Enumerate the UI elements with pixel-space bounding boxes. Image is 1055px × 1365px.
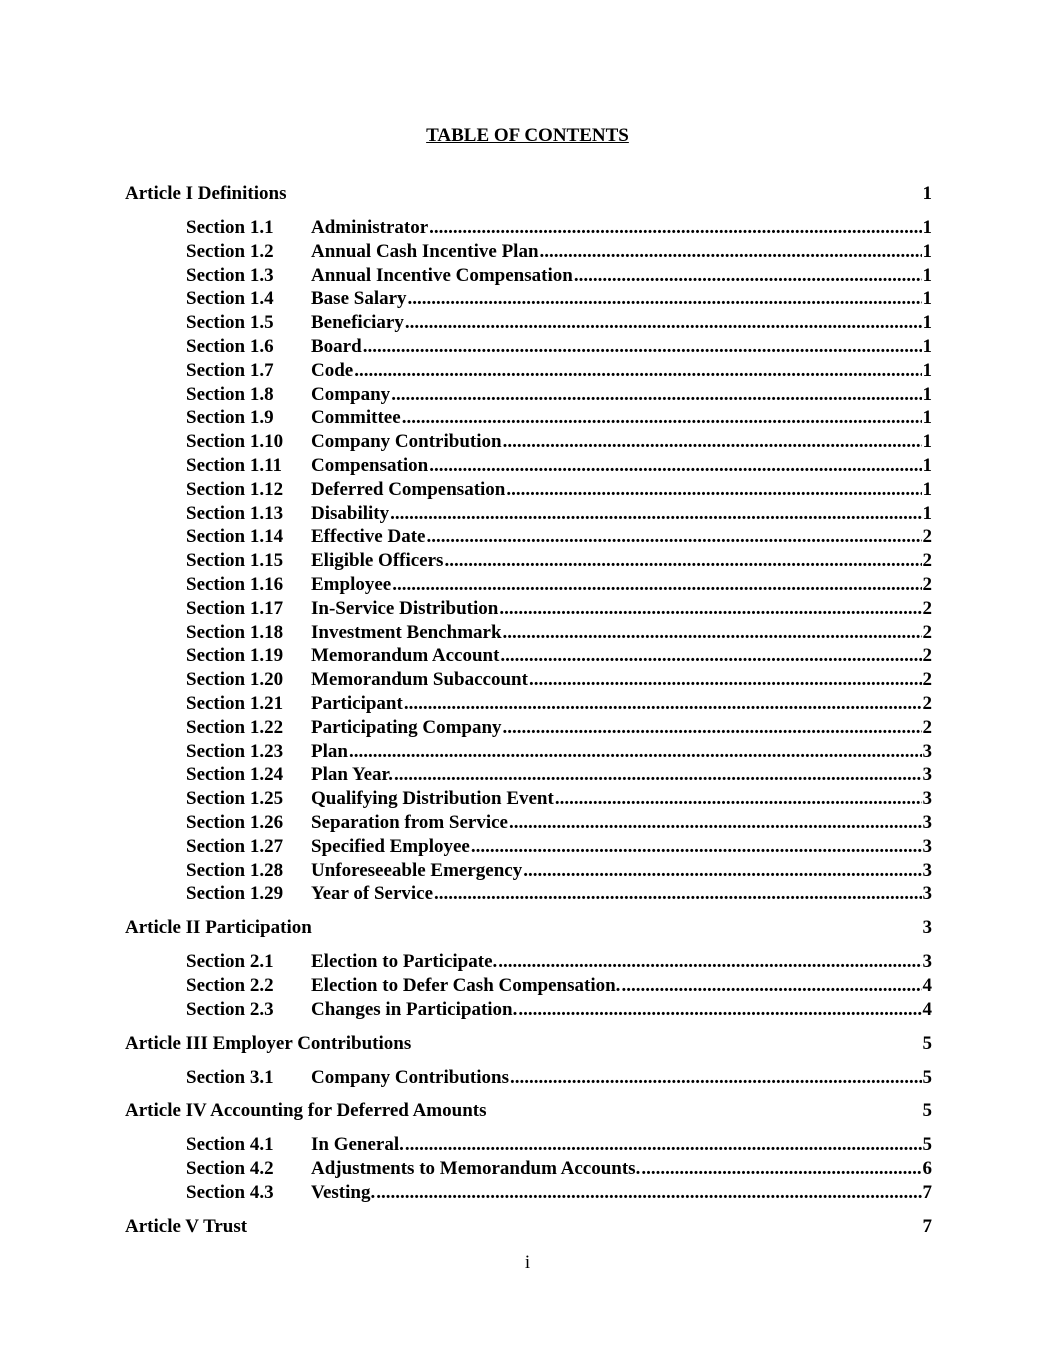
toc-section-row[interactable] bbox=[125, 998, 932, 1022]
toc-section-page: 3 bbox=[922, 764, 932, 786]
toc-section-number: Section 1.13 bbox=[186, 502, 284, 524]
toc-section-page: 1 bbox=[922, 431, 932, 453]
dot-leader bbox=[641, 1157, 921, 1181]
dot-leader bbox=[408, 287, 922, 311]
toc-section-number: Section 1.11 bbox=[186, 454, 283, 476]
dot-leader bbox=[510, 1066, 922, 1090]
toc-section-title: Year of Service bbox=[311, 883, 434, 905]
toc-section-row[interactable] bbox=[125, 525, 932, 549]
toc-section-number: Section 2.2 bbox=[186, 974, 274, 996]
toc-section-row[interactable] bbox=[125, 1133, 932, 1157]
toc-section-row[interactable] bbox=[125, 454, 932, 478]
toc-section-row[interactable] bbox=[125, 573, 932, 597]
toc-section-title: In General. bbox=[311, 1134, 404, 1156]
toc-section-page: 3 bbox=[922, 883, 932, 905]
dot-leader bbox=[405, 1133, 922, 1157]
toc-section-title: Memorandum Account bbox=[311, 645, 500, 667]
toc-section-page: 1 bbox=[922, 217, 932, 238]
toc-section-row[interactable] bbox=[125, 502, 932, 526]
dot-leader bbox=[523, 859, 921, 883]
toc-section-title: Specified Employee bbox=[311, 835, 470, 857]
toc-section-number: Section 1.29 bbox=[186, 883, 284, 905]
toc-section-page: 5 bbox=[922, 1134, 932, 1156]
dot-leader bbox=[405, 311, 922, 335]
toc-section-row[interactable] bbox=[125, 668, 932, 692]
toc-section-title: Deferred Compensation bbox=[311, 478, 506, 500]
dot-leader bbox=[434, 882, 921, 906]
toc-section-page: 1 bbox=[922, 407, 932, 429]
toc-article-label: Article II Participation bbox=[125, 917, 312, 939]
toc-section-number: Section 1.10 bbox=[186, 431, 284, 453]
toc-article-label: Article III Employer Contributions bbox=[125, 1032, 412, 1054]
toc-section-row[interactable] bbox=[125, 1157, 932, 1181]
toc-section-row[interactable] bbox=[125, 430, 932, 454]
toc-section-row[interactable] bbox=[125, 311, 932, 335]
toc-section-page: 6 bbox=[922, 1158, 932, 1180]
toc-section-number: Section 1.23 bbox=[186, 740, 284, 762]
toc-section-row[interactable] bbox=[125, 787, 932, 811]
toc-section-page: 4 bbox=[922, 998, 932, 1020]
toc-section-title: Unforeseeable Emergency bbox=[311, 859, 523, 881]
toc-section-title: Committee bbox=[311, 407, 401, 429]
toc-section-title: Election to Participate. bbox=[311, 951, 498, 973]
toc-section-title: Compensation bbox=[311, 454, 429, 476]
toc-article-row[interactable] bbox=[125, 1099, 932, 1123]
toc-section-number: Section 1.8 bbox=[186, 383, 274, 405]
toc-section-title: Company bbox=[311, 383, 391, 405]
toc-section-row[interactable] bbox=[125, 359, 932, 383]
toc-section-row[interactable] bbox=[125, 763, 932, 787]
toc-section-row[interactable] bbox=[125, 740, 932, 764]
toc-section-title: Plan Year. bbox=[311, 764, 393, 786]
toc-section-row[interactable] bbox=[125, 644, 932, 668]
toc-section-number: Section 1.3 bbox=[186, 264, 274, 286]
toc-section-page: 5 bbox=[922, 1066, 932, 1088]
dot-leader bbox=[500, 644, 921, 668]
toc-section-page: 2 bbox=[922, 573, 932, 595]
toc-section-page: 3 bbox=[922, 740, 932, 762]
toc-section-number: Section 1.6 bbox=[186, 335, 274, 357]
toc-section-row[interactable] bbox=[125, 974, 932, 998]
toc-section-page: 1 bbox=[922, 288, 932, 310]
toc-section-number: Section 1.27 bbox=[186, 835, 284, 857]
toc-section-number: Section 1.17 bbox=[186, 597, 284, 619]
toc-section-row[interactable] bbox=[125, 621, 932, 645]
toc-section-page: 2 bbox=[922, 669, 932, 691]
toc-section-number: Section 1.22 bbox=[186, 716, 284, 738]
toc-section-title: In-Service Distribution bbox=[311, 597, 499, 619]
toc-section-number: Section 1.16 bbox=[186, 573, 284, 595]
toc-section-row[interactable] bbox=[125, 950, 932, 974]
dot-leader bbox=[503, 621, 922, 645]
toc-section-row[interactable] bbox=[125, 549, 932, 573]
toc-section-row[interactable] bbox=[125, 335, 932, 359]
toc-section-number: Section 1.12 bbox=[186, 478, 284, 500]
toc-section-number: Section 1.20 bbox=[186, 669, 284, 691]
toc-section-number: Section 1.5 bbox=[186, 312, 274, 334]
toc-article-label: Article I Definitions bbox=[125, 183, 287, 204]
toc-section-title: Investment Benchmark bbox=[311, 621, 502, 643]
toc-section-title: Administrator bbox=[311, 217, 429, 238]
toc-section-title: Election to Defer Cash Compensation. bbox=[311, 974, 621, 996]
toc-article-label: Article V Trust bbox=[125, 1215, 248, 1237]
dot-leader bbox=[499, 597, 921, 621]
toc-section-row[interactable] bbox=[125, 406, 932, 430]
dot-leader bbox=[503, 430, 922, 454]
toc-article-row[interactable] bbox=[125, 1215, 932, 1239]
toc-section-page: 2 bbox=[922, 645, 932, 667]
dot-leader bbox=[426, 525, 921, 549]
toc-article-page: 1 bbox=[922, 183, 932, 204]
toc-section-title: Effective Date bbox=[311, 526, 426, 548]
toc-section-row[interactable] bbox=[125, 716, 932, 740]
toc-section-title: Memorandum Subaccount bbox=[311, 669, 528, 691]
toc-article-label: Article IV Accounting for Deferred Amounts bbox=[125, 1100, 487, 1122]
dot-leader bbox=[404, 692, 922, 716]
toc-section-page: 2 bbox=[922, 692, 932, 714]
toc-section-title: Company Contributions bbox=[311, 1066, 509, 1088]
toc-section-number: Section 1.4 bbox=[186, 288, 274, 310]
toc-section-number: Section 2.3 bbox=[186, 998, 274, 1020]
toc-section-row[interactable] bbox=[125, 216, 932, 240]
toc-section-page: 1 bbox=[922, 312, 932, 334]
toc-section-title: Board bbox=[311, 335, 362, 357]
toc-section-number: Section 1.15 bbox=[186, 550, 284, 572]
toc-section-page: 3 bbox=[922, 859, 932, 881]
toc-section-number: Section 4.3 bbox=[186, 1181, 274, 1203]
toc-section-number: Section 1.26 bbox=[186, 811, 284, 833]
dot-leader bbox=[391, 383, 921, 407]
toc-section-row[interactable] bbox=[125, 478, 932, 502]
toc-section-title: Disability bbox=[311, 502, 390, 524]
toc-section-page: 1 bbox=[922, 478, 932, 500]
dot-leader bbox=[402, 406, 922, 430]
toc-section-number: Section 1.9 bbox=[186, 407, 274, 429]
toc-article-page: 5 bbox=[922, 1100, 932, 1122]
toc-section-number: Section 1.19 bbox=[186, 645, 284, 667]
toc-section-page: 3 bbox=[922, 788, 932, 810]
toc-section-page: 2 bbox=[922, 550, 932, 572]
dot-leader bbox=[429, 216, 921, 240]
dot-leader bbox=[392, 573, 921, 597]
toc-section-page: 2 bbox=[922, 716, 932, 738]
dot-leader bbox=[349, 740, 922, 764]
toc-section-row[interactable] bbox=[125, 1181, 932, 1205]
toc-section-title: Vesting. bbox=[311, 1181, 376, 1203]
toc-section-row[interactable] bbox=[125, 240, 932, 264]
table-of-contents bbox=[125, 182, 932, 1249]
toc-article-row[interactable] bbox=[125, 916, 932, 940]
toc-section-page: 3 bbox=[922, 951, 932, 973]
dot-leader bbox=[444, 549, 921, 573]
toc-section-number: Section 1.28 bbox=[186, 859, 284, 881]
toc-section-page: 1 bbox=[922, 383, 932, 405]
toc-section-title: Participant bbox=[311, 692, 403, 714]
toc-section-title: Company Contribution bbox=[311, 431, 502, 453]
dot-leader bbox=[429, 454, 921, 478]
toc-section-title: Qualifying Distribution Event bbox=[311, 788, 554, 810]
toc-article-page: 7 bbox=[922, 1215, 932, 1237]
toc-section-row[interactable] bbox=[125, 835, 932, 859]
dot-leader bbox=[518, 998, 921, 1022]
dot-leader bbox=[471, 835, 922, 859]
toc-section-number: Section 1.18 bbox=[186, 621, 284, 643]
toc-section-title: Changes in Participation. bbox=[311, 998, 518, 1020]
toc-section-row[interactable] bbox=[125, 264, 932, 288]
toc-section-title: Annual Incentive Compensation bbox=[311, 264, 573, 286]
toc-section-page: 1 bbox=[922, 240, 932, 262]
toc-section-page: 2 bbox=[922, 621, 932, 643]
dot-leader bbox=[394, 763, 922, 787]
toc-section-row[interactable] bbox=[125, 859, 932, 883]
toc-section-row[interactable] bbox=[125, 383, 932, 407]
toc-article-row[interactable] bbox=[125, 1032, 932, 1056]
dot-leader bbox=[540, 240, 922, 264]
toc-section-title: Adjustments to Memorandum Accounts. bbox=[311, 1158, 641, 1180]
toc-section-number: Section 1.7 bbox=[186, 359, 274, 381]
toc-section-title: Code bbox=[311, 359, 354, 381]
toc-section-title: Plan bbox=[311, 740, 348, 762]
dot-leader bbox=[376, 1181, 921, 1205]
toc-article-page: 5 bbox=[922, 1032, 932, 1054]
toc-section-title: Beneficiary bbox=[311, 312, 404, 334]
toc-section-number: Section 4.1 bbox=[186, 1134, 274, 1156]
dot-leader bbox=[621, 974, 921, 998]
dot-leader bbox=[390, 502, 921, 526]
toc-section-number: Section 1.24 bbox=[186, 764, 284, 786]
toc-section-title: Participating Company bbox=[311, 716, 502, 738]
toc-section-row[interactable] bbox=[125, 287, 932, 311]
toc-section-row[interactable] bbox=[125, 882, 932, 906]
page-number: i bbox=[524, 1252, 531, 1273]
toc-section-title: Employee bbox=[311, 573, 392, 595]
toc-section-row[interactable] bbox=[125, 692, 932, 716]
toc-article-row[interactable] bbox=[125, 182, 932, 206]
dot-leader bbox=[509, 811, 922, 835]
toc-section-title: Separation from Service bbox=[311, 811, 508, 833]
toc-section-page: 1 bbox=[922, 335, 932, 357]
toc-section-page: 1 bbox=[922, 454, 932, 476]
toc-section-page: 3 bbox=[922, 811, 932, 833]
toc-section-page: 7 bbox=[922, 1181, 932, 1203]
toc-section-number: Section 1.2 bbox=[186, 240, 274, 262]
toc-section-number: Section 4.2 bbox=[186, 1158, 274, 1180]
toc-section-page: 3 bbox=[922, 835, 932, 857]
toc-section-page: 1 bbox=[922, 502, 932, 524]
toc-section-row[interactable] bbox=[125, 1066, 932, 1090]
toc-section-number: Section 1.14 bbox=[186, 526, 284, 548]
toc-section-row[interactable] bbox=[125, 811, 932, 835]
toc-section-page: 2 bbox=[922, 597, 932, 619]
toc-section-page: 4 bbox=[922, 974, 932, 996]
dot-leader bbox=[529, 668, 922, 692]
toc-section-row[interactable] bbox=[125, 597, 932, 621]
toc-section-page: 1 bbox=[922, 264, 932, 286]
dot-leader bbox=[354, 359, 921, 383]
dot-leader bbox=[506, 478, 921, 502]
toc-section-number: Section 1.21 bbox=[186, 692, 284, 714]
toc-section-number: Section 1.25 bbox=[186, 788, 284, 810]
dot-leader bbox=[498, 950, 921, 974]
dot-leader bbox=[555, 787, 922, 811]
toc-section-title: Base Salary bbox=[311, 288, 407, 310]
dot-leader bbox=[574, 264, 922, 288]
toc-section-number: Section 3.1 bbox=[186, 1066, 274, 1088]
dot-leader bbox=[503, 716, 922, 740]
toc-section-page: 1 bbox=[922, 359, 932, 381]
toc-section-page: 2 bbox=[922, 526, 932, 548]
toc-section-title: Eligible Officers bbox=[311, 550, 444, 572]
toc-article-page: 3 bbox=[922, 917, 932, 939]
toc-section-title: Annual Cash Incentive Plan bbox=[311, 240, 539, 262]
page-title: TABLE OF CONTENTS bbox=[426, 125, 629, 146]
toc-section-number: Section 1.1 bbox=[186, 217, 274, 238]
dot-leader bbox=[363, 335, 922, 359]
toc-section-number: Section 2.1 bbox=[186, 951, 274, 973]
